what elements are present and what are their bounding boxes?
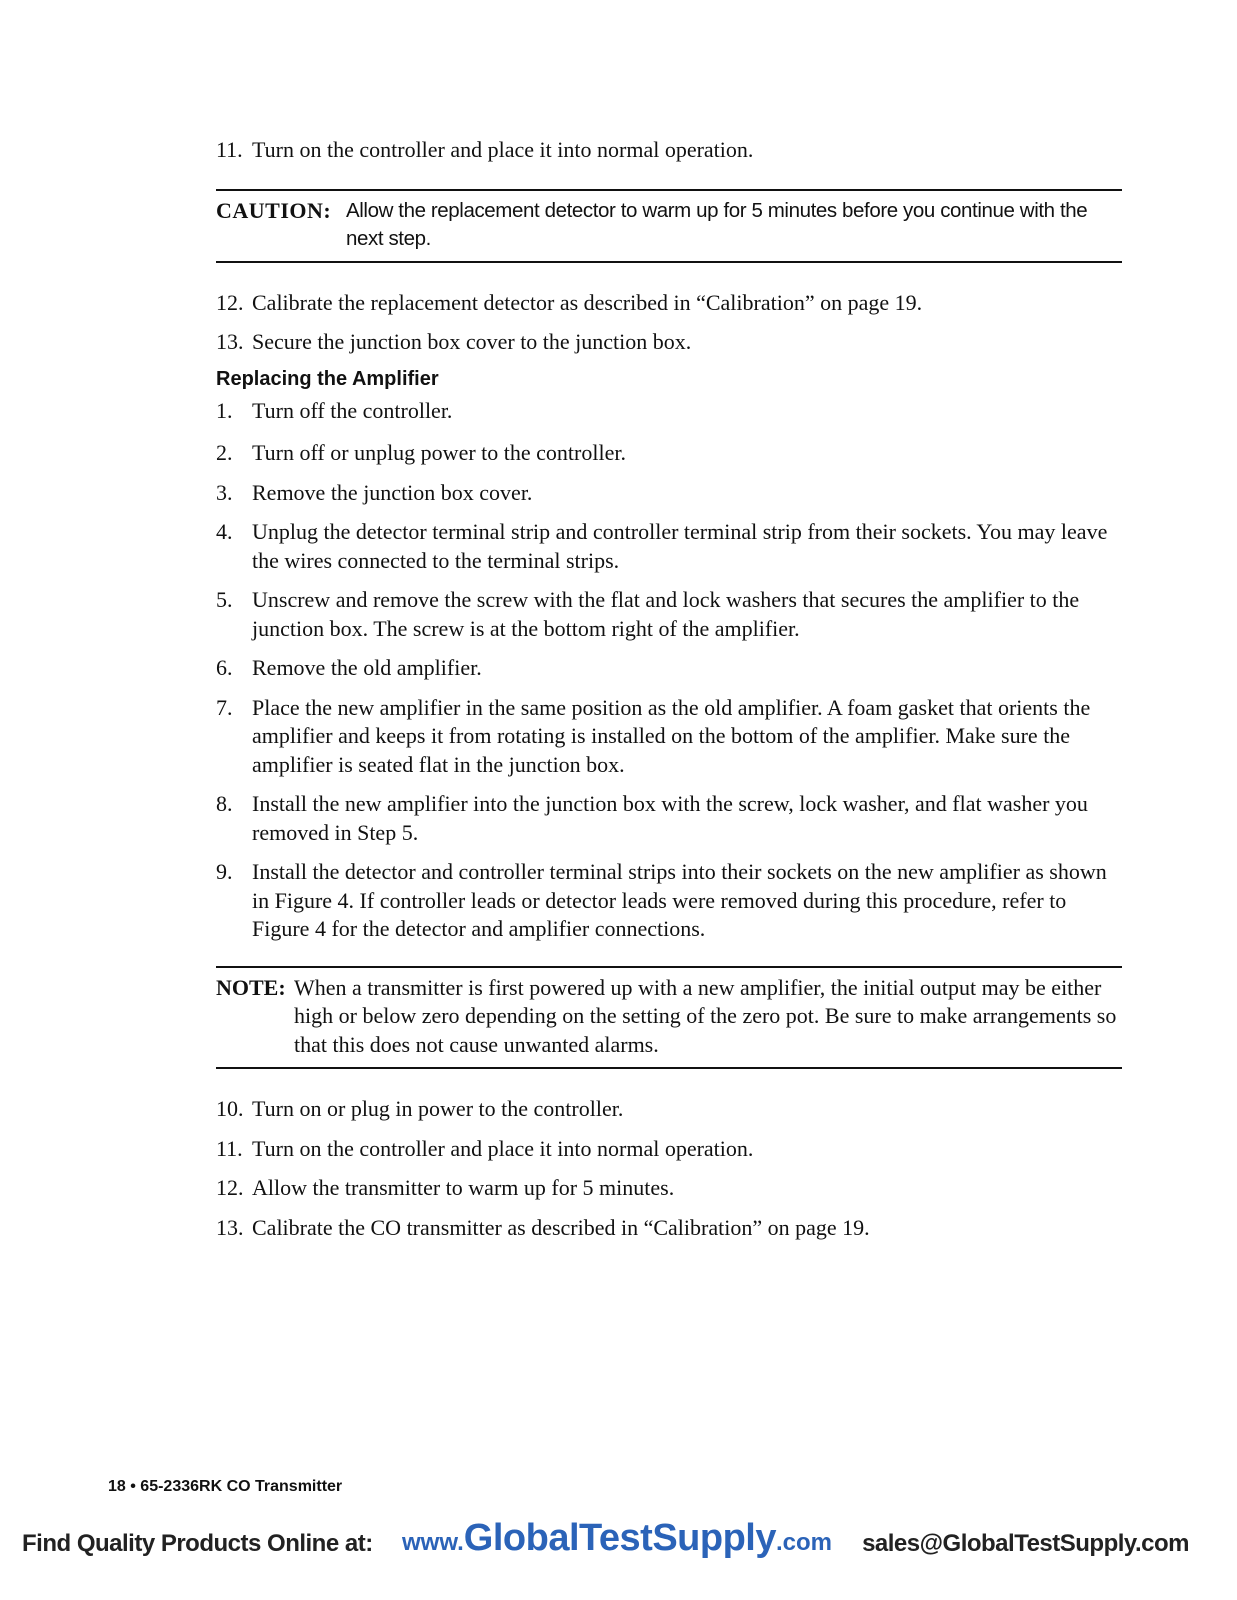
step-number: 5. <box>216 587 233 612</box>
page-content <box>216 136 1122 1242</box>
step-number: 6. <box>216 655 233 680</box>
url-main: GlobalTestSupply <box>463 1517 776 1559</box>
step-text: Calibrate the replacement detector as described in “Calibration” on page 19. <box>252 289 923 315</box>
page-footer: 18 • 65-2336RK CO Transmitter <box>108 1478 343 1495</box>
caution-label: CAUTION: <box>216 197 332 223</box>
list-item <box>216 136 1122 165</box>
url-prefix: www. <box>402 1529 464 1556</box>
step-text: Remove the old amplifier. <box>252 655 482 680</box>
step-text: Turn on the controller and place it into normal operation. <box>252 1135 754 1161</box>
step-text: Secure the junction box cover to the junction box. <box>252 329 692 354</box>
section-heading: Replacing the Amplifier <box>216 367 439 390</box>
list-item <box>216 289 1122 318</box>
note-text: When a transmitter is first powered up with a new amplifier, the initial output may be either high or below zero depending on the setting of the zero pot. Be sure to make arrangements so that this does not cause unwanted alarms. <box>294 974 1117 1057</box>
step-number: 2. <box>216 440 233 465</box>
step-number: 12. <box>216 289 244 315</box>
vendor-banner <box>0 1515 1237 1575</box>
list-item <box>216 1174 1122 1203</box>
step-text: Place the new amplifier in the same position as the old amplifier. A foam gasket that orients the amplifier and keeps it from rotating is installed on the bottom of the amplifier. Make sure the amplifier is seated flat in the junction box. <box>252 694 1091 777</box>
step-text: Unscrew and remove the screw with the flat and lock washers that secures the amplifier to the junction box. The screw is at the bottom right of the amplifier. <box>252 587 1080 641</box>
list-item <box>216 328 1122 357</box>
banner-website-link[interactable] <box>402 1517 832 1560</box>
step-list-after-caution <box>216 289 1122 357</box>
banner-email-link[interactable]: sales@GlobalTestSupply.com <box>862 1530 1189 1557</box>
list-item <box>216 790 1122 847</box>
step-number: 7. <box>216 694 233 720</box>
note-label: NOTE: <box>216 974 286 1000</box>
step-list-continued <box>216 136 1122 165</box>
step-number: 13. <box>216 329 244 354</box>
step-text: Turn off or unplug power to the controller. <box>252 440 626 465</box>
step-text: Install the new amplifier into the junction box with the screw, lock washer, and flat washer you removed in Step 5. <box>252 791 1088 845</box>
step-text: Calibrate the CO transmitter as described in “Calibration” on page 19. <box>252 1214 870 1240</box>
caution-box <box>216 189 1122 263</box>
step-text: Allow the transmitter to warm up for 5 minutes. <box>252 1175 675 1200</box>
step-number: 11. <box>216 137 243 162</box>
caution-text: Allow the replacement detector to warm up for 5 minutes before you continue with the next step. <box>346 198 1088 250</box>
amplifier-step-list <box>216 397 1122 944</box>
step-number: 1. <box>216 397 233 423</box>
list-item <box>216 518 1122 575</box>
step-number: 13. <box>216 1214 244 1240</box>
list-item <box>216 858 1122 944</box>
list-item <box>216 1135 1122 1164</box>
list-item <box>216 439 1122 468</box>
list-item <box>216 586 1122 643</box>
step-text: Unplug the detector terminal strip and controller terminal strip from their sockets. You may leave the wires connected to the terminal strips. <box>252 519 1108 573</box>
step-text: Remove the junction box cover. <box>252 479 533 505</box>
step-number: 4. <box>216 519 233 544</box>
banner-tagline: Find Quality Products Online at: <box>22 1530 373 1557</box>
step-text: Turn on the controller and place it into normal operation. <box>252 137 754 162</box>
step-number: 8. <box>216 791 233 816</box>
list-item <box>216 1095 1122 1124</box>
amplifier-step-list-end <box>216 1095 1122 1242</box>
step-number: 11. <box>216 1135 243 1161</box>
step-number: 9. <box>216 859 233 884</box>
step-text: Turn off the controller. <box>252 397 453 423</box>
list-item <box>216 397 1122 426</box>
step-number: 12. <box>216 1175 244 1200</box>
step-text: Turn on or plug in power to the controller. <box>252 1096 624 1121</box>
list-item <box>216 1214 1122 1243</box>
list-item <box>216 479 1122 508</box>
list-item <box>216 654 1122 683</box>
note-box <box>216 966 1122 1070</box>
step-number: 3. <box>216 479 233 505</box>
step-number: 10. <box>216 1096 244 1121</box>
url-suffix: .com <box>776 1529 833 1556</box>
list-item <box>216 694 1122 780</box>
step-text: Install the detector and controller terminal strips into their sockets on the new amplifier as shown in Figure 4. If controller leads or detector leads were removed during this procedure, refer to Figure 4 for the detector and amplifier connections. <box>252 859 1107 941</box>
